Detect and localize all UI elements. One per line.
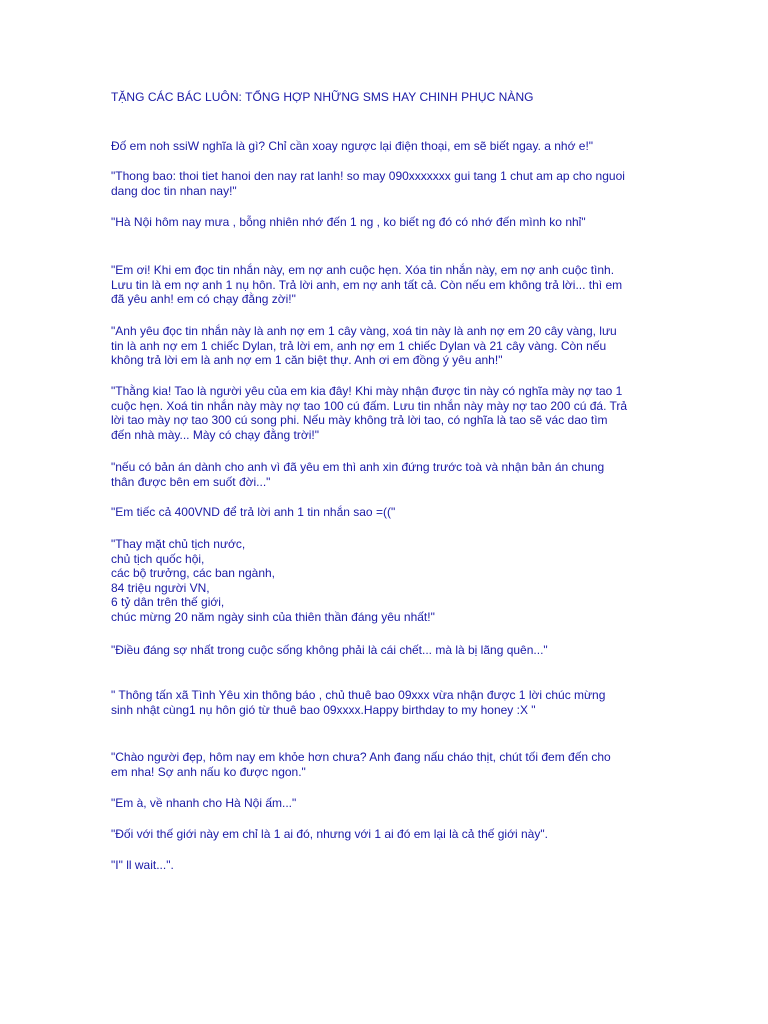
message-6: "Thằng kia! Tao là người yêu của em kia đây! Khi mày nhận được tin này có nghĩa mày nợ tao 1 cuộc hẹn. Xoá tin nhắn này mày nợ tao 100 cú đấm. Lưu tin nhắn này mày nợ tao 200 cú đá. Trả lời tao mày nợ tao 300 cú song phi. Nếu mày không trả lời tao, có nghĩa là tao sẽ vác dao tìm đến nhà mày... Mày có chạy đằng trời!"	[111, 384, 628, 442]
message-7: "nếu có bản án dành cho anh vì đã yêu em thì anh xin đứng trước toà và nhận bản án chung thân được bên em suốt đời..."	[111, 460, 605, 489]
message-10: "Điều đáng sợ nhất trong cuộc sống không phải là cái chết... mà là bị lãng quên..."	[111, 643, 548, 657]
document-title: TẶNG CÁC BÁC LUÔN: TỔNG HỢP NHỮNG SMS HAY CHINH PHỤC NÀNG	[111, 90, 534, 104]
message-15: "I" ll wait...".	[111, 858, 174, 872]
message-9: "Thay mặt chủ tịch nước, chủ tịch quốc hội, các bộ trưởng, các ban ngành, 84 triệu người VN, 6 tỷ dân trên thế giới, chúc mừng 20 năm ngày sinh của thiên thần đáng yêu nhất!"	[111, 537, 435, 624]
message-8: "Em tiếc cả 400VND để trả lời anh 1 tin nhắn sao =(("	[111, 505, 396, 519]
message-2: "Thong bao: thoi tiet hanoi den nay rat lanh! so may 090xxxxxxx gui tang 1 chut am ap cho nguoi dang doc tin nhan nay!"	[111, 169, 625, 198]
message-13: "Em à, về nhanh cho Hà Nội ấm..."	[111, 796, 297, 810]
message-14: "Đối với thế giới này em chỉ là 1 ai đó, nhưng với 1 ai đó em lại là cả thế giới này".	[111, 827, 548, 841]
message-4: "Em ơi! Khi em đọc tin nhắn này, em nợ anh cuộc hẹn. Xóa tin nhắn này, em nợ anh cuộc tình. Lưu tin là em nợ anh 1 nụ hôn. Trả lời anh, em nợ anh tất cả. Còn nếu em không trả lời... thì em đã yêu anh! em có chạy đằng zời!"	[111, 263, 623, 306]
message-5: "Anh yêu đọc tin nhắn này là anh nợ em 1 cây vàng, xoá tin này là anh nợ em 20 cây vàng, lưu tin là anh nợ em 1 chiếc Dylan, trả lời em, anh nợ em 1 chiếc Dylan và 21 cây vàng. Còn nếu không trả lời em là anh nợ em 1 căn biệt thự. Anh ơi em đồng ý yêu anh!"	[111, 324, 617, 367]
message-11: " Thông tấn xã Tình Yêu xin thông báo , chủ thuê bao 09xxx vừa nhận được 1 lời chúc mừng sinh nhật cùng1 nụ hôn gió từ thuê bao 09xxxx.Happy birthday to my honey :X "	[111, 688, 606, 717]
message-3: "Hà Nội hôm nay mưa , bỗng nhiên nhớ đến 1 ng , ko biết ng đó có nhớ đến mình ko nhỉ"	[111, 215, 586, 229]
message-1: Đố em noh ssiW nghĩa là gì? Chỉ cần xoay ngược lại điện thoại, em sẽ biết ngay. a nhớ e!"	[111, 139, 594, 153]
message-12: "Chào người đẹp, hôm nay em khỏe hơn chưa? Anh đang nấu cháo thịt, chút tối đem đến cho em nha! Sợ anh nấu ko được ngon."	[111, 750, 611, 779]
